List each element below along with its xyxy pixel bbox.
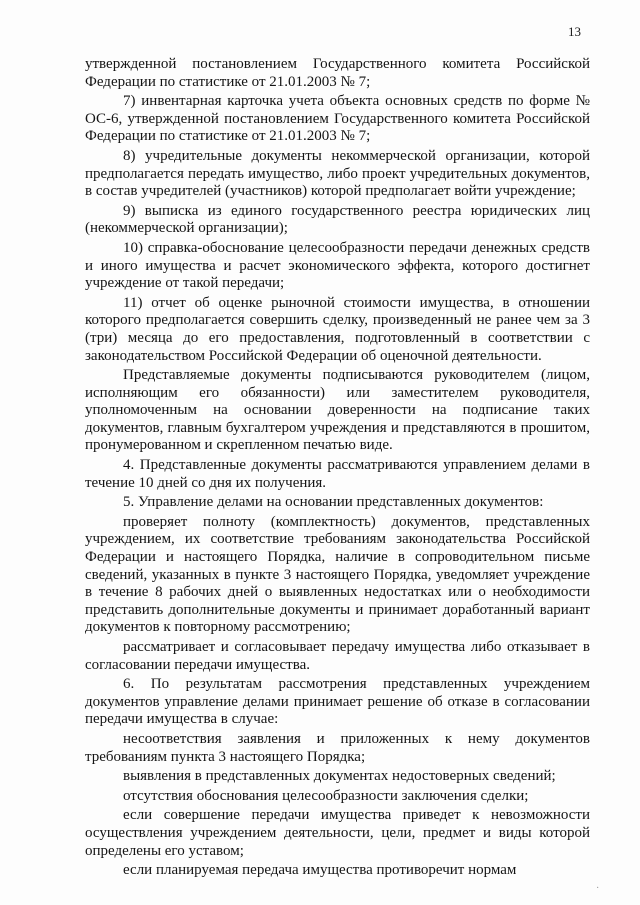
paragraph: выявления в представленных документах недостоверных сведений; <box>123 768 556 785</box>
paragraph: если совершение передачи имущества приведет к невозможности осуществления учреждением деятельности, цели, предмет и виды которой определены его уставом; <box>85 807 590 859</box>
paragraph: 7) инвентарная карточка учета объекта основных средств по форме № ОС-6, утвержденной постановлением Государственного комитета Российской Федерации по статистике от 21.01.2003 № 7; <box>85 93 590 145</box>
paragraph: 10) справка-обоснование целесообразности передачи денежных средств и иного имущества и расчет экономического эффекта, которого достигнет учреждение от такой передачи; <box>85 239 590 292</box>
paragraph: рассматривает и согласовывает передачу имущества либо отказывает в согласовании передачи имущества. <box>85 639 590 673</box>
page-number: 13 <box>568 24 581 39</box>
scan-artifact: · <box>596 883 600 894</box>
paragraph: если планируемая передача имущества противоречит нормам <box>123 862 517 879</box>
paragraph: 6. По результатам рассмотрения представленных учреждением документов управление делами принимает решение об отказе в согласовании передачи имущества в случае: <box>85 676 590 728</box>
paragraph: 4. Представленные документы рассматриваются управлением делами в течение 10 дней со дня их получения. <box>85 457 590 491</box>
document-body <box>85 56 590 882</box>
paragraph: 9) выписка из единого государственного реестра юридических лиц (некоммерческой организации); <box>85 202 590 237</box>
paragraph: 5. Управление делами на основании представленных документов: <box>123 494 544 511</box>
paragraph: отсутствия обоснования целесообразности заключения сделки; <box>123 787 529 804</box>
paragraph: проверяет полноту (комплектность) документов, представленных учреждением, их соответствие требованиям законодательства Российской Федерации и настоящего Порядка, наличие в сопроводительном письме сведений, указанных в пункте 3 настоящего Порядка, уведомляет учреждение в течение 8 рабочих дней о выявленных недостатках или о необходимости представить дополнительные документы и принимает доработанный вариант документов к повторному рассмотрению; <box>85 513 590 636</box>
paragraph: 11) отчет об оценке рыночной стоимости имущества, в отношении которого предполагается совершить сделку, произведенный не ранее чем за 3 (три) месяца до его предоставления, подготовленный в соответствии с законодательством Российской Федерации об оценочной деятельности. <box>85 294 590 364</box>
paragraph: утвержденной постановлением Государственного комитета Российской Федерации по статистике от 21.01.2003 № 7; <box>85 56 590 90</box>
paragraph: 8) учредительные документы некоммерческой организации, которой предполагается передать имущество, либо проект учредительных документов, в состав учредителей (участников) которой предполагает войти учреждение; <box>85 147 590 200</box>
paragraph: Представляемые документы подписываются руководителем (лицом, исполняющим его обязанности) или заместителем руководителя, уполномоченным на основании доверенности на подписание таких документов, главным бухгалтером учреждения и представляются в прошитом, пронумерованном и скрепленном печатью виде. <box>85 367 590 454</box>
paragraph: несоответствия заявления и приложенных к нему документов требованиям пункта 3 настоящего Порядка; <box>85 730 590 765</box>
